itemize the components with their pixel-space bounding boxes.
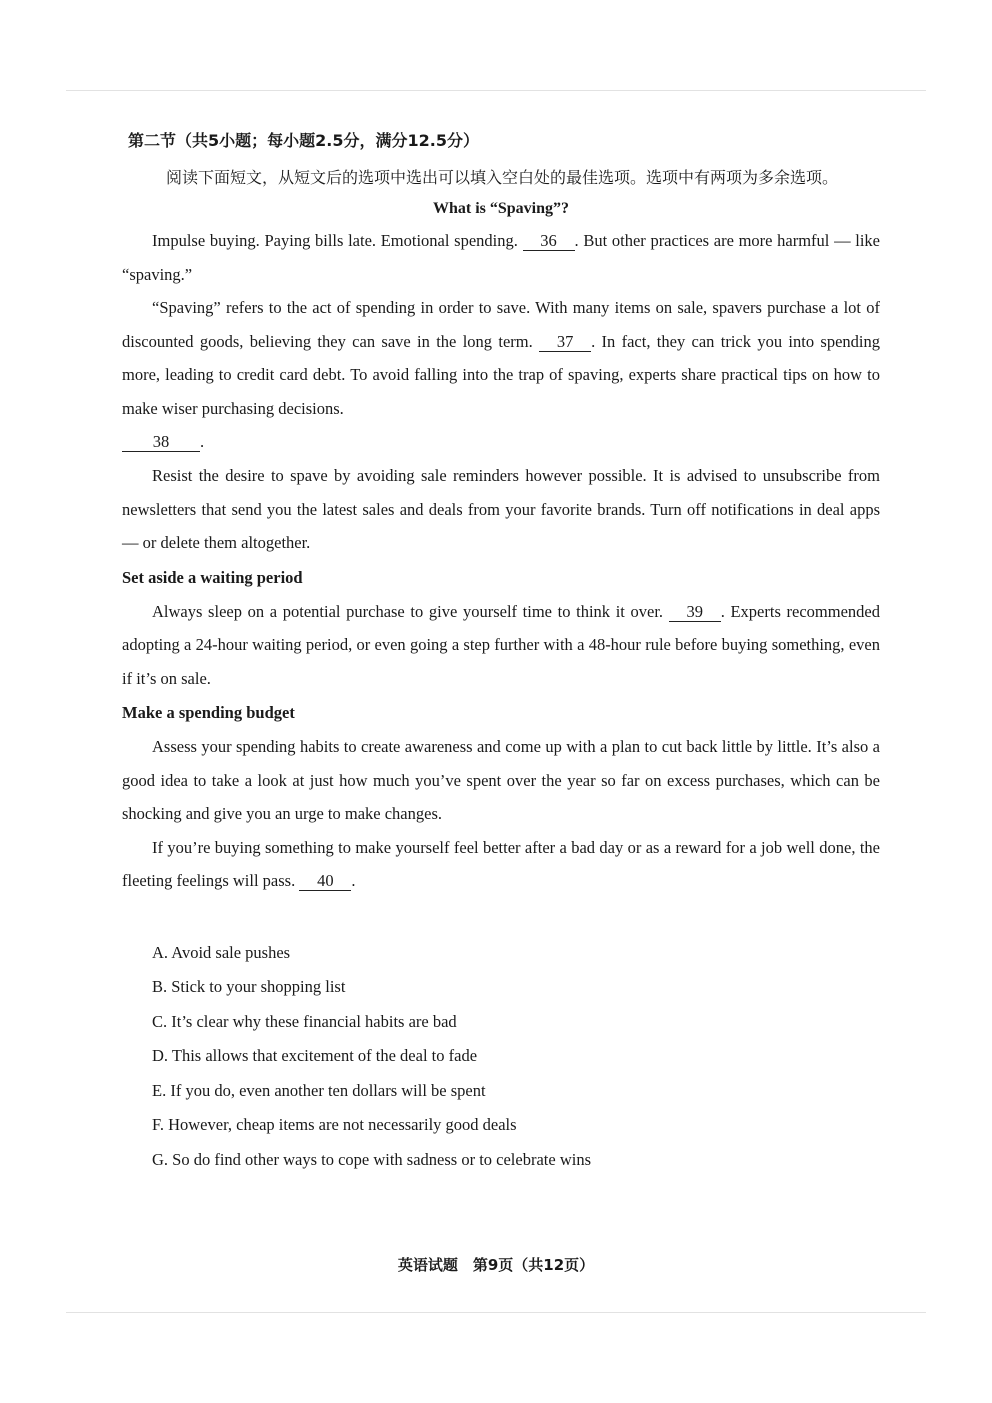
paragraph-6-text: If you’re buying something to make yourself feel better after a bad day or as a reward for a job well done, the fleeting feelings will pass.	[122, 837, 880, 890]
page-footer: 英语试题 第9页（共12页）	[397, 1256, 595, 1274]
option-c: C. It’s clear why these financial habits are bad	[152, 1011, 457, 1031]
blank-37: 37	[539, 333, 591, 352]
paragraph-4-text: Always sleep on a potential purchase to give yourself time to think it over.	[152, 601, 669, 621]
article-title: What is “Spaving”?	[432, 200, 570, 217]
blank-40: 40	[299, 872, 351, 891]
paragraph-4-after: . Experts recommended adopting a 24-hour waiting period, or even going a step further with a 48-hour rule before buying something, even if it’s on sale.	[122, 601, 880, 688]
paragraph-2-after: . In fact, they can trick you into spending more, leading to credit card debt. To avoid falling into the trap of spaving, experts share practical tips on how to make wiser purchasing decisions.	[122, 331, 880, 418]
page-bottom-border	[66, 1312, 926, 1313]
options-list	[152, 936, 880, 1178]
heading-waiting-period: Set aside a waiting period	[122, 567, 303, 587]
blank-38: 38	[122, 433, 200, 452]
blank-36: 36	[523, 232, 575, 251]
section-instructions: 阅读下面短文，从短文后的选项中选出可以填入空白处的最佳选项。选项中有两项为多余选项。	[166, 168, 839, 187]
option-b: B. Stick to your shopping list	[152, 977, 346, 996]
paragraph-2-text: “Spaving” refers to the act of spending in order to save. With many items on sale, spavers purchase a lot of discounted goods, believing they can save in the long term.	[122, 298, 880, 351]
option-f: F. However, cheap items are not necessarily good deals	[152, 1115, 517, 1134]
page-top-border	[66, 90, 926, 91]
blank-38-line: 38 .	[122, 425, 880, 459]
paragraph-3: Resist the desire to spave by avoiding sale reminders however possible. It is advised to unsubscribe from newsletters that send you the latest sales and deals from your favorite brands. Turn off notifications in deal apps — or delete them altogether.	[122, 466, 880, 552]
paragraph-5: Assess your spending habits to create awareness and come up with a plan to cut back little by little. It’s also a good idea to take a look at just how much you’ve spent over the year so far on excess purchases, which can be shocking and give you an urge to make changes.	[122, 737, 880, 823]
paragraph-1	[122, 224, 880, 291]
heading-spending-budget: Make a spending budget	[122, 703, 295, 722]
section-title: 第二节（共5小题；每小题2.5分，满分12.5分）	[128, 131, 479, 150]
paragraph-6	[122, 831, 880, 898]
paragraph-4	[122, 595, 880, 696]
option-a: A. Avoid sale pushes	[152, 942, 291, 962]
paragraph-1-text: Impulse buying. Paying bills late. Emotional spending.	[152, 231, 523, 250]
option-e: E. If you do, even another ten dollars will be spent	[152, 1080, 486, 1100]
blank-39: 39	[669, 603, 721, 622]
option-g: G. So do find other ways to cope with sadness or to celebrate wins	[152, 1149, 591, 1169]
paragraph-2	[122, 291, 880, 425]
option-d: D. This allows that excitement of the deal to fade	[152, 1046, 478, 1065]
exam-page	[122, 128, 880, 1177]
paragraph-6-after: .	[351, 871, 356, 890]
paragraph-1-after: . But other practices are more harmful — like “spaving.”	[122, 231, 880, 284]
